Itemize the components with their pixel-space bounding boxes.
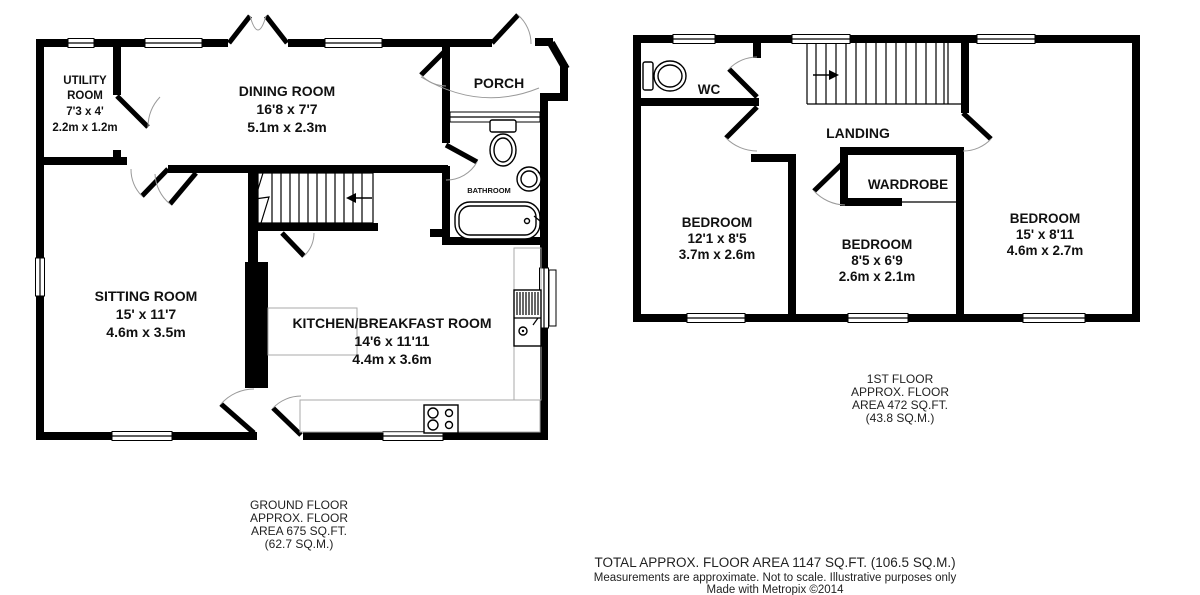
window xyxy=(325,39,382,48)
bathroom-label: BATHROOM xyxy=(467,186,511,195)
bedroom2-metric: 2.6m x 2.1m xyxy=(838,269,916,284)
sitting-room-metric: 4.6m x 3.5m xyxy=(106,324,186,340)
first-caption-line2: APPROX. FLOOR xyxy=(850,385,950,399)
kitchen-counter xyxy=(300,400,540,432)
dining-room-metric: 5.1m x 2.3m xyxy=(247,119,327,135)
ground-floor-caption xyxy=(250,498,348,551)
wc-label: WC xyxy=(697,82,721,97)
disclaimer-text: Measurements are approximate. Not to scale. Illustrative purposes only xyxy=(593,572,957,584)
ground-caption-line1: GROUND FLOOR xyxy=(249,498,349,512)
sitting-room-imperial: 15' x 11'7 xyxy=(115,306,177,322)
kitchen-imperial: 14'6 x 11'11 xyxy=(354,333,430,349)
window xyxy=(1023,314,1085,323)
window xyxy=(112,432,172,441)
bedroom2-label: BEDROOM xyxy=(841,237,913,252)
window xyxy=(673,35,715,44)
stairs-up-arrow-icon xyxy=(346,193,372,203)
window xyxy=(540,268,557,328)
wardrobe-label: WARDROBE xyxy=(867,177,949,192)
footer xyxy=(594,555,957,595)
utility-room-label: UTILITY xyxy=(63,75,107,87)
bedroom3-metric: 4.6m x 2.7m xyxy=(1006,243,1084,258)
bedroom1-metric: 3.7m x 2.6m xyxy=(678,247,756,262)
total-area-text: TOTAL APPROX. FLOOR AREA 1147 SQ.FT. (106.5 SQ.M.) xyxy=(594,555,956,570)
bathroom-fixtures xyxy=(455,120,545,239)
kitchen-metric: 4.4m x 3.6m xyxy=(352,351,432,367)
bedroom1-imperial: 12'1 x 8'5 xyxy=(687,231,747,246)
utility-room-imperial: 7'3 x 4' xyxy=(66,106,104,118)
window xyxy=(36,258,45,296)
window xyxy=(145,39,202,48)
hob-icon xyxy=(424,405,458,433)
landing-label: LANDING xyxy=(826,125,890,141)
staircase-ground xyxy=(255,173,373,223)
credit-text: Made with Metropix ©2014 xyxy=(706,584,844,595)
window xyxy=(848,314,908,323)
dining-room-imperial: 16'8 x 7'7 xyxy=(256,101,318,117)
dining-room-label: DINING ROOM xyxy=(238,83,336,99)
ground-caption-line2: APPROX. FLOOR xyxy=(249,511,349,525)
wc-toilet-icon xyxy=(643,61,686,91)
window xyxy=(977,35,1035,44)
ground-caption-line3: AREA 675 SQ.FT. xyxy=(250,524,348,538)
bedroom3-imperial: 15' x 8'11 xyxy=(1015,227,1075,242)
staircase-first xyxy=(807,43,961,104)
first-caption-line1: 1ST FLOOR xyxy=(866,372,934,386)
sitting-room-label: SITTING ROOM xyxy=(94,288,198,304)
french-door-opening xyxy=(228,37,288,49)
bedroom3-label: BEDROOM xyxy=(1009,211,1081,226)
window xyxy=(792,35,850,44)
first-caption-line4: (43.8 SQ.M.) xyxy=(865,411,935,425)
ground-floor-plan xyxy=(36,15,569,551)
first-caption-line3: AREA 472 SQ.FT. xyxy=(851,398,949,412)
bedroom1-label: BEDROOM xyxy=(681,215,753,230)
ground-caption-line4: (62.7 SQ.M.) xyxy=(264,537,334,551)
first-floor-caption xyxy=(851,372,949,425)
utility-room-metric: 2.2m x 1.2m xyxy=(52,122,118,134)
kitchen-label: KITCHEN/BREAKFAST ROOM xyxy=(292,315,492,331)
bathtub-icon xyxy=(455,202,540,239)
first-floor-plan xyxy=(633,35,1140,426)
kitchen-sink-icon xyxy=(514,290,541,346)
toilet-icon xyxy=(490,120,516,166)
bedroom2-imperial: 8'5 x 6'9 xyxy=(851,253,903,268)
porch-label: PORCH xyxy=(473,75,525,91)
utility-room-label2: ROOM xyxy=(67,90,103,102)
window xyxy=(687,314,745,323)
window xyxy=(68,39,94,48)
first-floor-labels xyxy=(679,82,1084,284)
